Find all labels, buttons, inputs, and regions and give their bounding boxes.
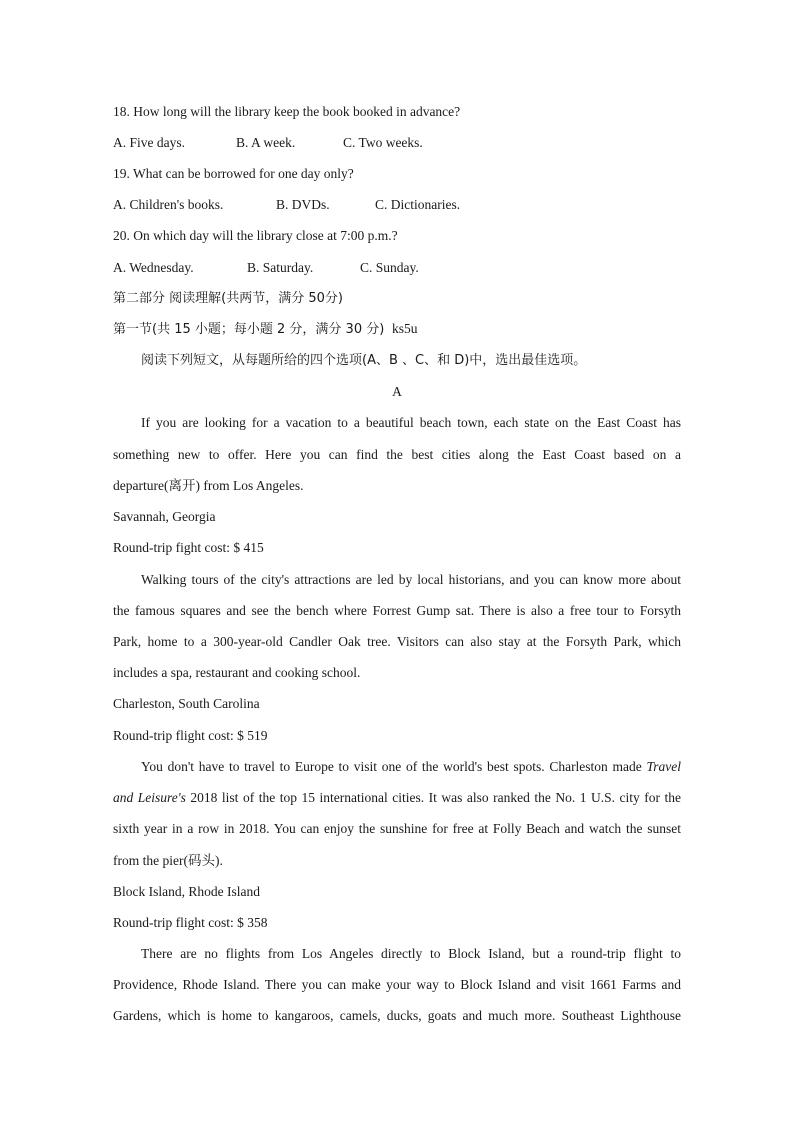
question-20: 20. On which day will the library close at 7:00 p.m.? bbox=[113, 228, 398, 243]
question-18: 18. How long will the library keep the book booked in advance? bbox=[113, 104, 461, 119]
city-3-line-3: Gardens, which is home to kangaroos, camels, ducks, goats and much more. Southeast Lighthouse bbox=[113, 1008, 681, 1023]
q19-option-b: B. DVDs. bbox=[276, 197, 330, 212]
city-1-line-2: the famous squares and see the bench where Forrest Gump sat. There is also a free tour to Forsyth bbox=[113, 603, 681, 618]
city-3-line-2: Providence, Rhode Island. There you can make your way to Block Island and visit 1661 Farms and bbox=[113, 977, 681, 992]
q18-option-a: A. Five days. bbox=[113, 135, 185, 150]
city-1-cost: Round-trip fight cost: $ 415 bbox=[113, 540, 264, 555]
city-1-name: Savannah, Georgia bbox=[113, 509, 216, 524]
q18-option-b: B. A week. bbox=[236, 135, 296, 150]
intro-line-3: departure(离开) from Los Angeles. bbox=[113, 478, 304, 493]
q20-option-a: A. Wednesday. bbox=[113, 260, 194, 275]
intro-line-2: something new to offer. Here you can find the best cities along the East Coast based on a bbox=[113, 447, 681, 462]
city-1-line-3: Park, home to a 300-year-old Candler Oak tree. Visitors can also stay at the Forsyth Park, which bbox=[113, 634, 681, 649]
reading-instruction: 阅读下列短文，从每题所给的四个选项(A、B 、C、和 D)中，选出最佳选项。 bbox=[141, 353, 587, 368]
intro-line-1: If you are looking for a vacation to a beautiful beach town, each state on the East Coast has bbox=[141, 415, 681, 430]
section-one-heading: 第一节(共 15 小题；每小题 2 分，满分 30 分) bbox=[113, 322, 385, 337]
city-2-line-1-text: You don't have to travel to Europe to visit one of the world's best spots. Charleston made bbox=[141, 759, 647, 774]
city-2-name: Charleston, South Carolina bbox=[113, 696, 260, 711]
q20-option-b: B. Saturday. bbox=[247, 260, 314, 275]
city-1-line-1: Walking tours of the city's attractions are led by local historians, and you can know more about bbox=[141, 572, 681, 587]
city-2-line-3: sixth year in a row in 2018. You can enjoy the sunshine for free at Folly Beach and watch the sunset bbox=[113, 821, 681, 836]
city-3-line-1: There are no flights from Los Angeles directly to Block Island, but a round-trip flight to bbox=[141, 946, 681, 961]
city-2-line-4: from the pier(码头). bbox=[113, 853, 223, 868]
city-3-cost: Round-trip flight cost: $ 358 bbox=[113, 915, 268, 930]
watermark-text: ks5u bbox=[392, 321, 418, 336]
city-2-cost: Round-trip flight cost: $ 519 bbox=[113, 728, 268, 743]
q19-option-a: A. Children's books. bbox=[113, 197, 224, 212]
question-19: 19. What can be borrowed for one day only? bbox=[113, 166, 354, 181]
passage-label: A bbox=[392, 384, 402, 399]
q19-option-c: C. Dictionaries. bbox=[375, 197, 461, 212]
magazine-title-part-1: Travel bbox=[646, 759, 681, 774]
city-3-name: Block Island, Rhode Island bbox=[113, 884, 260, 899]
city-1-line-4: includes a spa, restaurant and cooking school. bbox=[113, 665, 361, 680]
city-2-line-2-text: 2018 list of the top 15 international cities. It was also ranked the No. 1 U.S. city for the bbox=[185, 790, 682, 805]
city-2-line-1 bbox=[141, 758, 681, 776]
city-2-line-2 bbox=[113, 789, 681, 807]
q18-option-c: C. Two weeks. bbox=[343, 135, 423, 150]
part-two-heading: 第二部分 阅读理解(共两节，满分 50分) bbox=[113, 291, 343, 306]
q20-option-c: C. Sunday. bbox=[360, 260, 419, 275]
magazine-title-part-2: and Leisure's bbox=[113, 790, 186, 805]
